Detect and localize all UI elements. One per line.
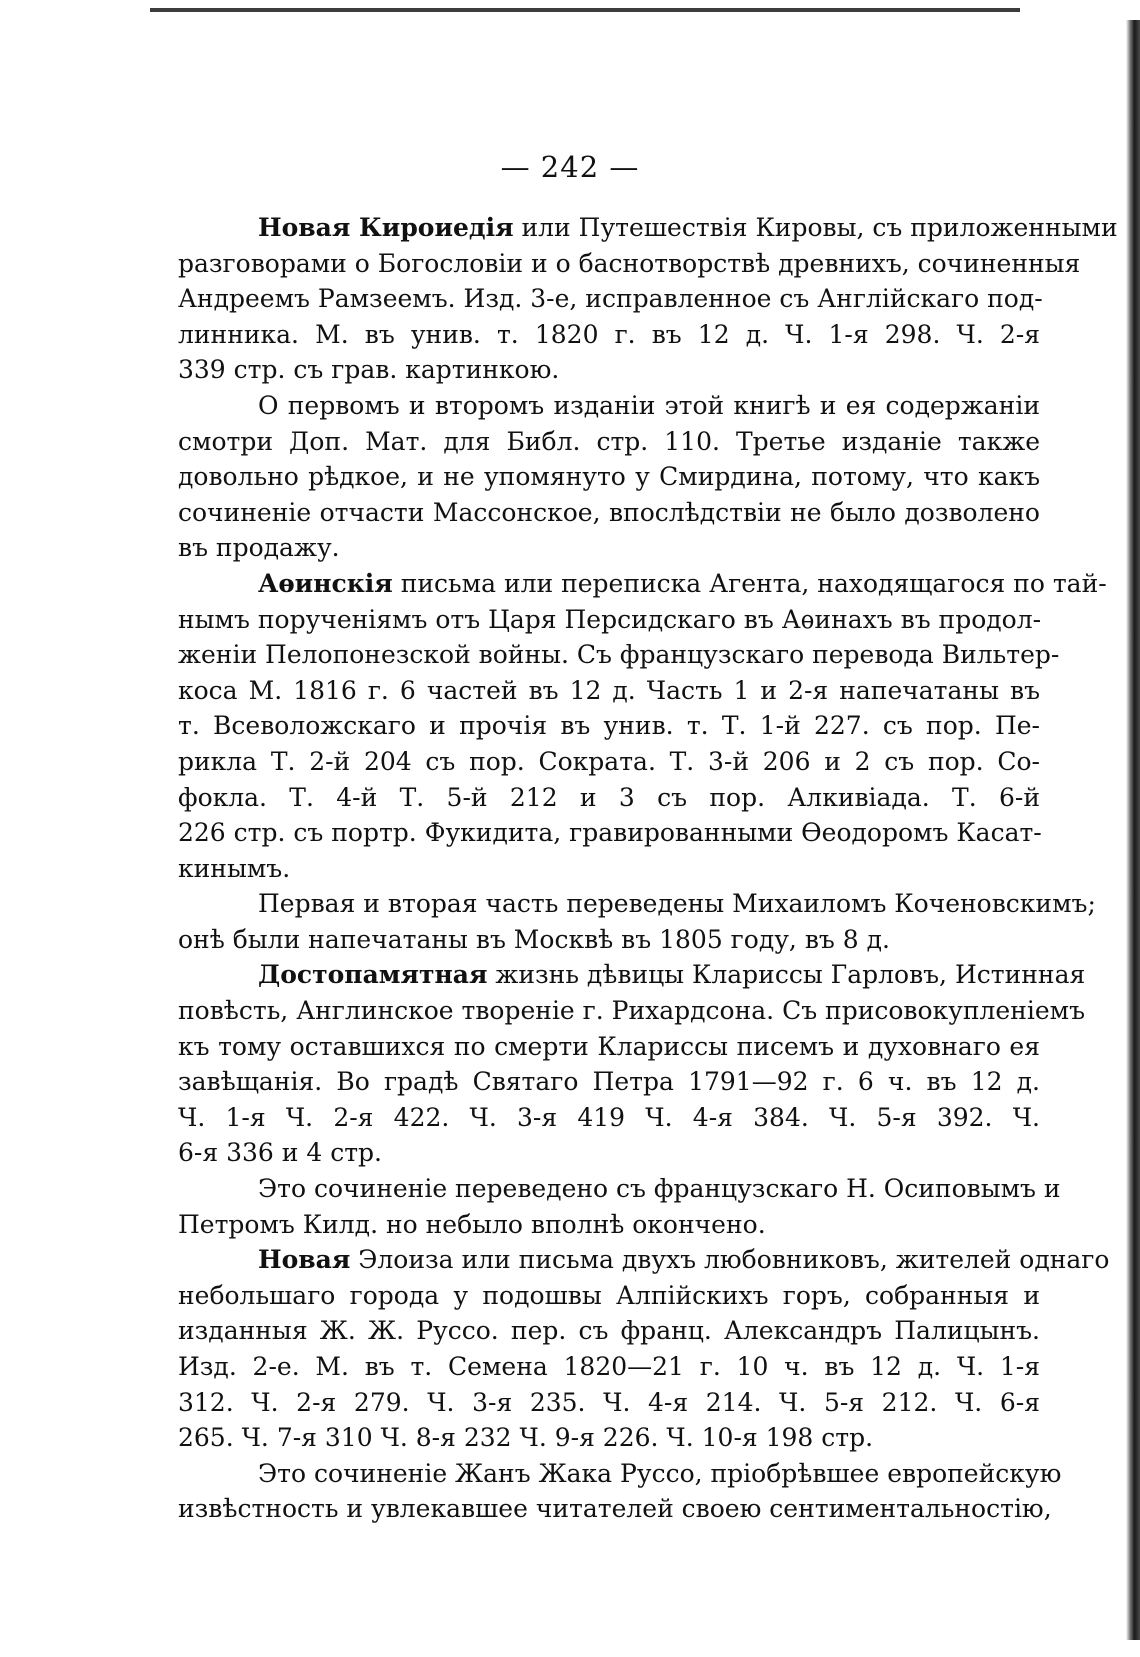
text-line: Достопамятная жизнь дѣвицы Клариссы Гарловъ, Истинная (258, 960, 1086, 990)
entry-title: Новая (258, 1245, 351, 1275)
note-paragraph (178, 388, 1040, 566)
text-line: рикла Т. 2-й 204 съ пор. Сократа. Т. 3-й 206 и 2 съ пор. Со- (178, 746, 1040, 776)
text-line: нымъ порученіямъ отъ Царя Персидскаго въ Аѳинахъ въ продол- (178, 604, 1042, 634)
text-line: Изд. 2-е. М. въ т. Семена 1820—21 г. 10 ч. въ 12 д. Ч. 1-я (178, 1352, 1040, 1381)
text-line: Андреемъ Рамзеемъ. Изд. 3-е, исправленное съ Англійскаго под- (178, 284, 1043, 314)
text-line: довольно рѣдкое, и не упомянуто у Смирдина, потому, что какъ (178, 462, 1040, 492)
text-line: Новая Кироиедія или Путешествія Кировы, съ приложенными (258, 213, 1118, 242)
text-line: сочиненіе отчасти Массонское, впослѣдствіи не было дозволено (178, 497, 1040, 527)
text-line: изданныя Ж. Ж. Руссо. пер. съ франц. Александръ Палицынъ. (178, 1316, 1040, 1346)
text-line: т. Всеволожскаго и прочія въ унив. т. Т. 1-й 227. съ пор. Пе- (178, 711, 1040, 741)
page-number: — 242 — (500, 150, 640, 184)
entry-title: Аѳинскія (258, 568, 393, 598)
entry-title: Новая Кироиедія (258, 213, 514, 242)
text-line: линника. М. въ унив. т. 1820 г. въ 12 д. Ч. 1-я 298. Ч. 2-я (178, 319, 1040, 349)
text-line: Новая Элоиза или письма двухъ любовниковъ, жителей однаго (258, 1245, 1110, 1275)
text-line: 339 стр. съ грав. картинкою. (178, 355, 560, 385)
text-line: 6-я 336 и 4 стр. (178, 1138, 382, 1168)
text-line: разговорами о Богословіи и о баснотворствѣ древнихъ, сочиненныя (178, 248, 1081, 278)
text-line: 265. Ч. 7-я 310 Ч. 8-я 232 Ч. 9-я 226. Ч. 10-я 198 стр. (178, 1423, 874, 1453)
text-line: въ продажу. (178, 533, 340, 563)
text-line: О первомъ и второмъ изданіи этой книгѣ и ея содержаніи (258, 390, 1040, 420)
note-paragraph (178, 886, 1096, 957)
entry-novaya-kiropediya (178, 210, 1118, 388)
text-line: Это сочиненіе переведено съ французскаго Н. Осиповымъ и (258, 1174, 1061, 1204)
text-line: смотри Доп. Мат. для Библ. стр. 110. Третье изданіе также (178, 426, 1040, 456)
entry-novaya-eloiza (178, 1242, 1110, 1456)
text-line: Петромъ Килд. но небыло вполнѣ окончено. (178, 1209, 766, 1239)
page-edge-shadow (1126, 20, 1140, 1640)
text-line: 226 стр. съ портр. Фукидита, гравированными Ѳеодоромъ Касат- (178, 818, 1042, 848)
text-line: Ч. 1-я Ч. 2-я 422. Ч. 3-я 419 Ч. 4-я 384. Ч. 5-я 392. Ч. (178, 1102, 1040, 1132)
text-line: Аѳинскія письма или переписка Агента, находящагося по тай- (258, 568, 1107, 598)
note-paragraph (178, 1171, 1061, 1242)
entry-afinskiya (178, 566, 1107, 886)
text-line: коса М. 1816 г. 6 частей въ 12 д. Часть 1 и 2-я напечатаны въ (178, 675, 1040, 705)
page-body (178, 210, 1118, 1527)
entry-title: Достопамятная (258, 960, 488, 990)
text-line: Это сочиненіе Жанъ Жака Руссо, пріобрѣвшее европейскую (258, 1458, 1062, 1488)
text-line: кинымъ. (178, 853, 291, 883)
text-line: фокла. Т. 4-й Т. 5-й 212 и 3 съ пор. Алкивіада. Т. 6-й (178, 782, 1040, 812)
text-line: небольшаго города у подошвы Алпійскихъ горъ, собранныя и (178, 1280, 1040, 1310)
text-line: женіи Пелопонезской войны. Съ французскаго перевода Вильтер- (178, 640, 1060, 670)
text-line: къ тому оставшихся по смерти Клариссы писемъ и духовнаго ея (178, 1031, 1040, 1061)
text-line: Первая и вторая часть переведены Михаиломъ Коченовскимъ; (258, 889, 1096, 919)
entry-dostopamyatnaya (178, 957, 1086, 1171)
top-scan-rule (150, 8, 1020, 12)
text-line: повѣсть, Англинское твореніе г. Рихардсона. Съ присовокупленіемъ (178, 996, 1086, 1026)
text-line: онѣ были напечатаны въ Москвѣ въ 1805 году, въ 8 д. (178, 924, 890, 954)
text-line: завѣщанія. Во градѣ Святаго Петра 1791—92 г. 6 ч. въ 12 д. (178, 1067, 1040, 1097)
note-paragraph (178, 1456, 1062, 1527)
text-line: 312. Ч. 2-я 279. Ч. 3-я 235. Ч. 4-я 214. Ч. 5-я 212. Ч. 6-я (178, 1387, 1040, 1417)
text-line: извѣстность и увлекавшее читателей своею сентиментальностію, (178, 1494, 1052, 1524)
